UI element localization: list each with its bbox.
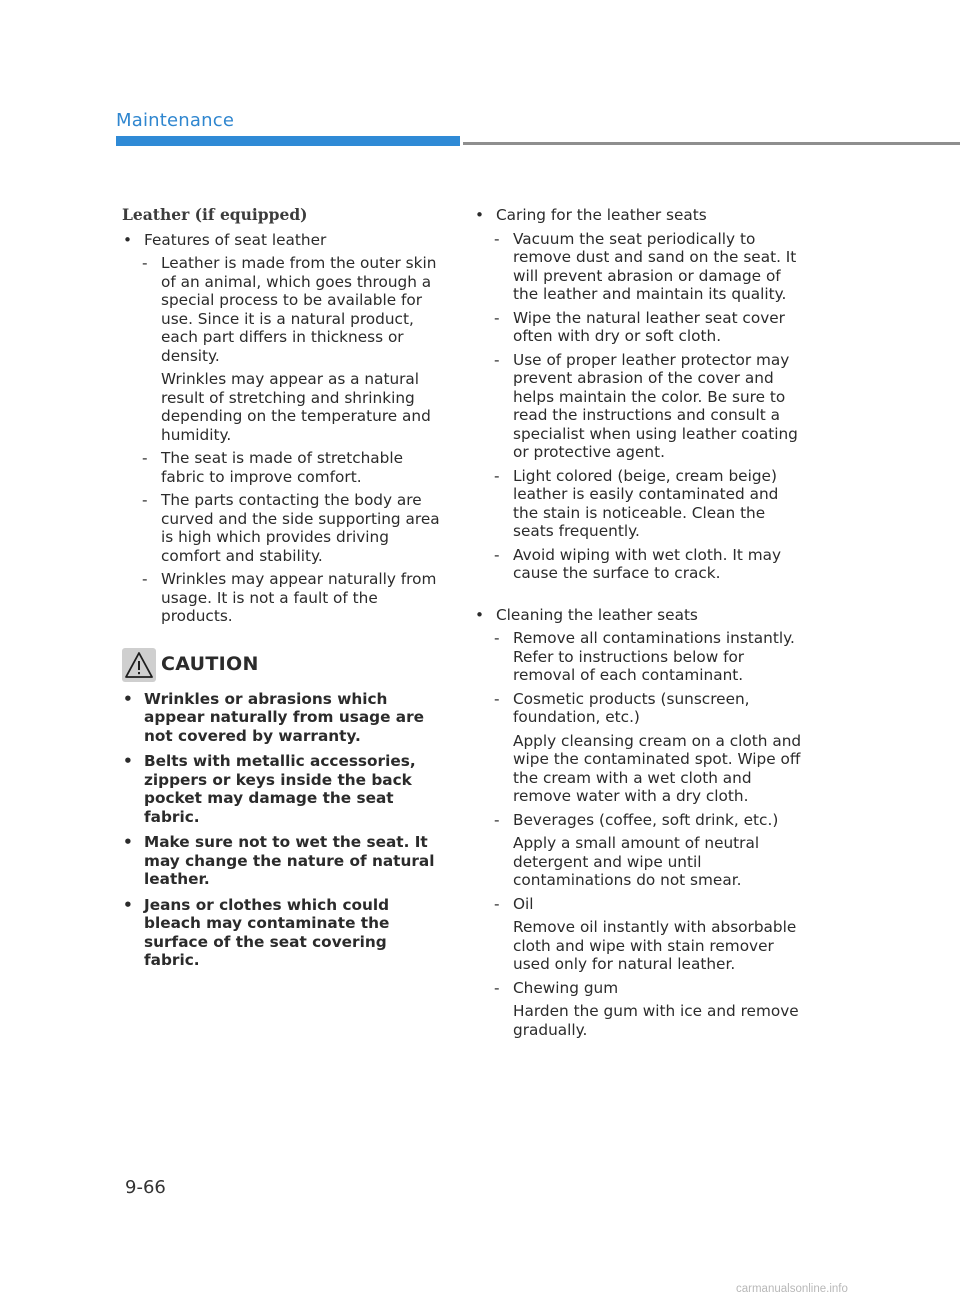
list-item [474,606,804,625]
list-item [474,895,804,974]
list-item [122,491,442,565]
list-item [122,570,442,626]
dash-mark: - [142,570,148,588]
list-item [474,546,804,583]
list-item [122,449,442,486]
bullet-label: Features of seat leather [144,230,327,249]
item-text: Avoid wiping with wet cloth. It may cause the surface to crack. [513,545,782,582]
dash-mark: - [494,689,500,708]
dash-mark: - [142,254,148,272]
bullet-label: Caring for the leather seats [496,206,707,224]
bullet-mark: • [123,230,133,249]
bullet-label: Cleaning the leather seats [496,605,698,624]
caution-text: Jeans or clothes which could bleach may contaminate the surface of the seat covering fabric. [144,895,390,969]
item-text: Wipe the natural leather seat cover often with dry or soft cloth. [513,308,785,345]
item-head: Beverages (coffee, soft drink, etc.) [513,810,779,829]
bullet-mark: • [475,206,485,224]
left-column [122,206,442,977]
bullet-mark: • [475,605,485,624]
dash-mark: - [494,545,500,564]
dash-mark: - [494,350,500,369]
dash-mark: - [494,894,500,913]
caution-box [122,648,442,970]
item-text: The seat is made of stretchable fabric to improve comfort. [161,449,404,486]
caution-text: Make sure not to wet the seat. It may change the nature of natural leather. [144,833,435,888]
item-text: Wrinkles may appear as a natural result of stretching and shrinking depending on the temperature and humidity. [161,370,431,444]
bullet-mark: • [123,752,133,770]
right-column [474,206,804,1044]
item-head: Chewing gum [513,978,619,997]
caution-text: Wrinkles or abrasions which appear naturally from usage are not covered by warranty. [144,689,425,745]
dash-mark: - [494,810,500,829]
item-text: Apply cleansing cream on a cloth and wipe the contaminated spot. Wipe off the cream with a wet cloth and remove water with a dry cloth. [513,731,802,805]
bullet-mark: • [123,895,133,914]
list-item [122,231,442,250]
caution-title: CAUTION [161,653,259,676]
list-item [474,690,804,806]
header-accent-bar [116,136,460,146]
dash-mark: - [494,308,500,327]
list-item [474,206,804,225]
list-item [122,833,442,889]
leather-heading: Leather (if equipped) [122,205,308,224]
dash-mark: - [494,466,500,485]
item-text: Apply a small amount of neutral detergent and wipe until contaminations do not smear. [513,834,760,889]
list-item [122,690,442,746]
list-item [474,467,804,541]
caution-text: Belts with metallic accessories, zippers or keys inside the back pocket may damage the seat fabric. [144,752,416,826]
list-item [122,752,442,826]
dash-mark: - [494,229,500,248]
item-head: Oil [513,894,534,913]
item-text: Remove all contaminations instantly. Refer to instructions below for removal of each contaminant. [513,629,795,684]
list-item [474,629,804,685]
dash-mark: - [142,449,148,467]
list-item [474,309,804,346]
section-title: Maintenance [116,110,235,131]
list-item [122,896,442,970]
list-item [474,230,804,304]
dash-mark: - [494,629,500,647]
item-text: Remove oil instantly with absorbable cloth and wipe with stain remover used only for natural leather. [513,918,797,973]
page-number: 9-66 [125,1177,166,1198]
watermark: carmanualsonline.info [736,1283,848,1295]
header-rule [463,142,960,145]
list-item [122,254,442,444]
list-item [474,811,804,890]
bullet-mark: • [123,833,133,851]
item-text: The parts contacting the body are curved and the side supporting area is high which provides driving comfort and stability. [161,491,440,565]
item-text: Light colored (beige, cream beige) leather is easily contaminated and the stain is noticeable. Clean the seats frequently. [513,466,779,540]
item-text: Harden the gum with ice and remove gradually. [513,1002,799,1039]
item-text: Leather is made from the outer skin of an animal, which goes through a special process to be available for use. Since it is a natural product, each part differs in thickness or density. [161,254,437,365]
item-text: Wrinkles may appear naturally from usage. It is not a fault of the products. [161,570,437,625]
dash-mark: - [142,491,148,509]
list-item [474,979,804,1040]
bullet-mark: • [123,689,133,708]
warning-triangle-icon [122,648,156,682]
dash-mark: - [494,978,500,997]
caution-header [122,648,442,682]
list-item [474,351,804,462]
item-text: Use of proper leather protector may prevent abrasion of the cover and helps maintain the color. Be sure to read the instructions and consult a specialist when using leather coating or protective agent. [513,350,798,461]
item-head: Cosmetic products (sunscreen, foundation, etc.) [513,689,750,726]
item-text: Vacuum the seat periodically to remove dust and sand on the seat. It will prevent abrasion or damage of the leather and maintain its quality. [513,229,797,303]
